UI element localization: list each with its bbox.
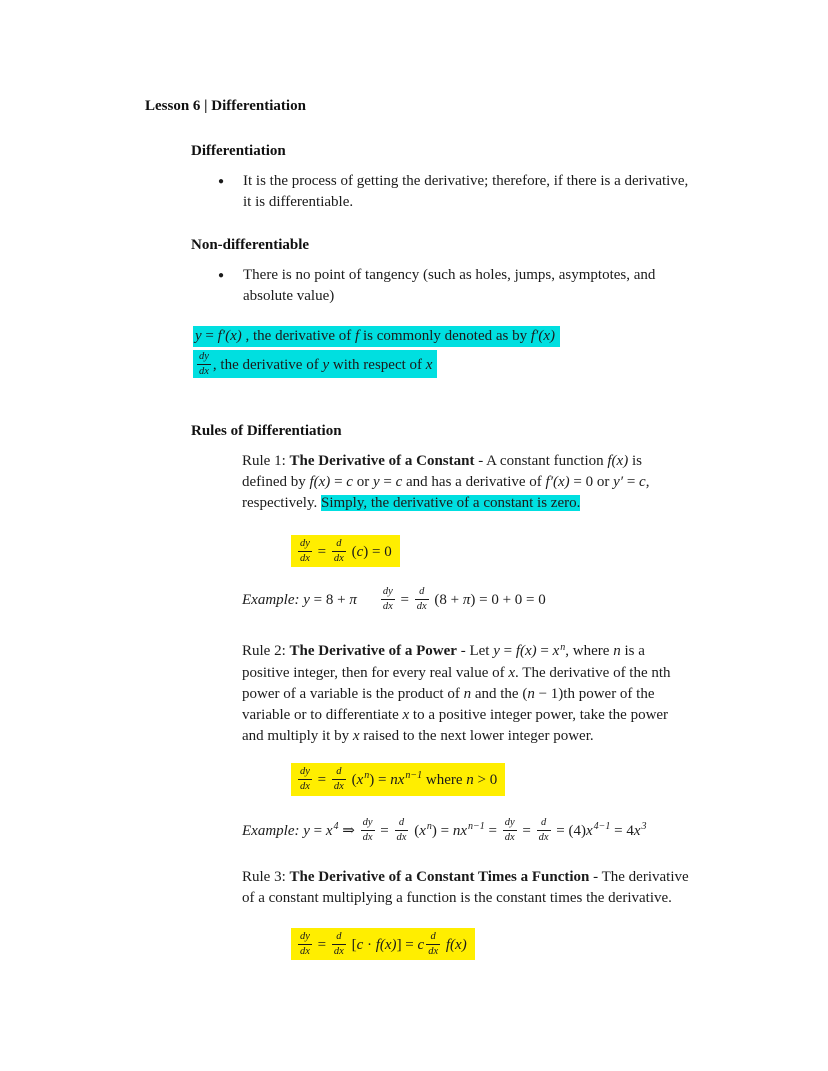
rule-1-paragraph: Rule 1: The Derivative of a Constant - A constant function f(x) is defined by f(x) = c or y = c and has a derivative of f′(x) = 0 or y′ = c, respectively. Simply, the derivative of a constant is zero.: [242, 453, 650, 511]
fraction: $\frac{dy}{dx}$: [362, 817, 373, 843]
fraction: $\frac{dy}{dx}$: [382, 586, 393, 612]
heading-differentiation: Differentiation: [191, 143, 286, 159]
bullet-icon: ●: [218, 270, 225, 281]
notation-line-1: y = f′(x) , the derivative of f is commonly denoted as by f′(x): [193, 326, 560, 347]
fraction: $\frac{d}{dx}$: [333, 931, 344, 957]
rule-1-example: Example: y = 8 + π $\frac{dy}{dx}$ = $\frac{d}{dx}$ (8 + π) = 0 + 0 = 0: [242, 586, 546, 612]
bullet-item-differentiation: [218, 171, 688, 213]
fraction: $\frac{dy}{dx}$: [300, 538, 310, 564]
fraction: $\frac{dy}{dx}$: [504, 817, 515, 843]
bullet-text-differentiation: It is the process of getting the derivative; therefore, if there is a derivative, it is differentiable.: [243, 173, 689, 210]
notation-line-2: $\frac{dy}{dx}$ , the derivative of y with respect of x: [193, 350, 437, 378]
rule-2-example: Example: $y = x^4$ ⇒ $\frac{dy}{dx}$ = $\frac{d}{dx}$ $(x^n) = nx^{n-1}$ = $\frac{dy}{dx}$ = $\frac{d}{dx}$ = $(4)x^{4-1} = 4x^3$: [242, 817, 647, 843]
bullet-text-non-differentiable: There is no point of tangency (such as holes, jumps, asymptotes, and absolute value): [243, 267, 656, 304]
lesson-title: Lesson 6 | Differentiation: [145, 98, 306, 114]
heading-rules-of-differentiation: Rules of Differentiation: [191, 423, 342, 439]
bullet-icon: ●: [218, 176, 225, 187]
rule-2-formula-wrap: [291, 763, 505, 796]
bullet-item-non-differentiable: [218, 265, 655, 307]
fraction: $\frac{d}{dx}$: [333, 538, 344, 564]
rule-3-paragraph: Rule 3: The Derivative of a Constant Times a Function - The derivative of a constant multiplying a function is the constant times the derivative.: [242, 869, 689, 906]
fraction: $\frac{dy}{dx}$: [300, 766, 310, 792]
fraction: $\frac{dy}{dx}$: [199, 351, 209, 377]
fraction: $\frac{d}{dx}$: [416, 586, 427, 612]
rule-3-formula: $\frac{dy}{dx}$ = $\frac{d}{dx}$ [c · f(x)] = c $\frac{d}{dx}$ f(x): [291, 928, 475, 960]
notation-highlight-block: [193, 326, 560, 379]
fraction: $\frac{d}{dx}$: [428, 931, 439, 957]
rule-1-formula: $\frac{dy}{dx}$ = $\frac{d}{dx}$ (c) = 0: [291, 535, 400, 567]
heading-non-differentiable: Non-differentiable: [191, 237, 310, 253]
fraction: $\frac{d}{dx}$: [396, 817, 407, 843]
rule-3-formula-wrap: [291, 928, 475, 960]
rule-2-formula: $\frac{dy}{dx}$ = $\frac{d}{dx}$ $(x^n) = nx^{n-1}$ where n > 0: [291, 763, 505, 796]
fraction: $\frac{d}{dx}$: [538, 817, 549, 843]
fraction: $\frac{d}{dx}$: [333, 766, 344, 792]
rule-1-formula-wrap: [291, 535, 400, 567]
rule-2-paragraph: Rule 2: The Derivative of a Power - Let $y = f(x) = x^n$, where n is a positive integer, then for every real value of x. The derivative of the nth power of a variable is the product of n and the (n − 1)th power of the variable or to differentiate x to a positive integer power, take the power and multiply it by x raised to the next lower integer power.: [242, 641, 671, 744]
fraction: $\frac{dy}{dx}$: [300, 931, 310, 957]
